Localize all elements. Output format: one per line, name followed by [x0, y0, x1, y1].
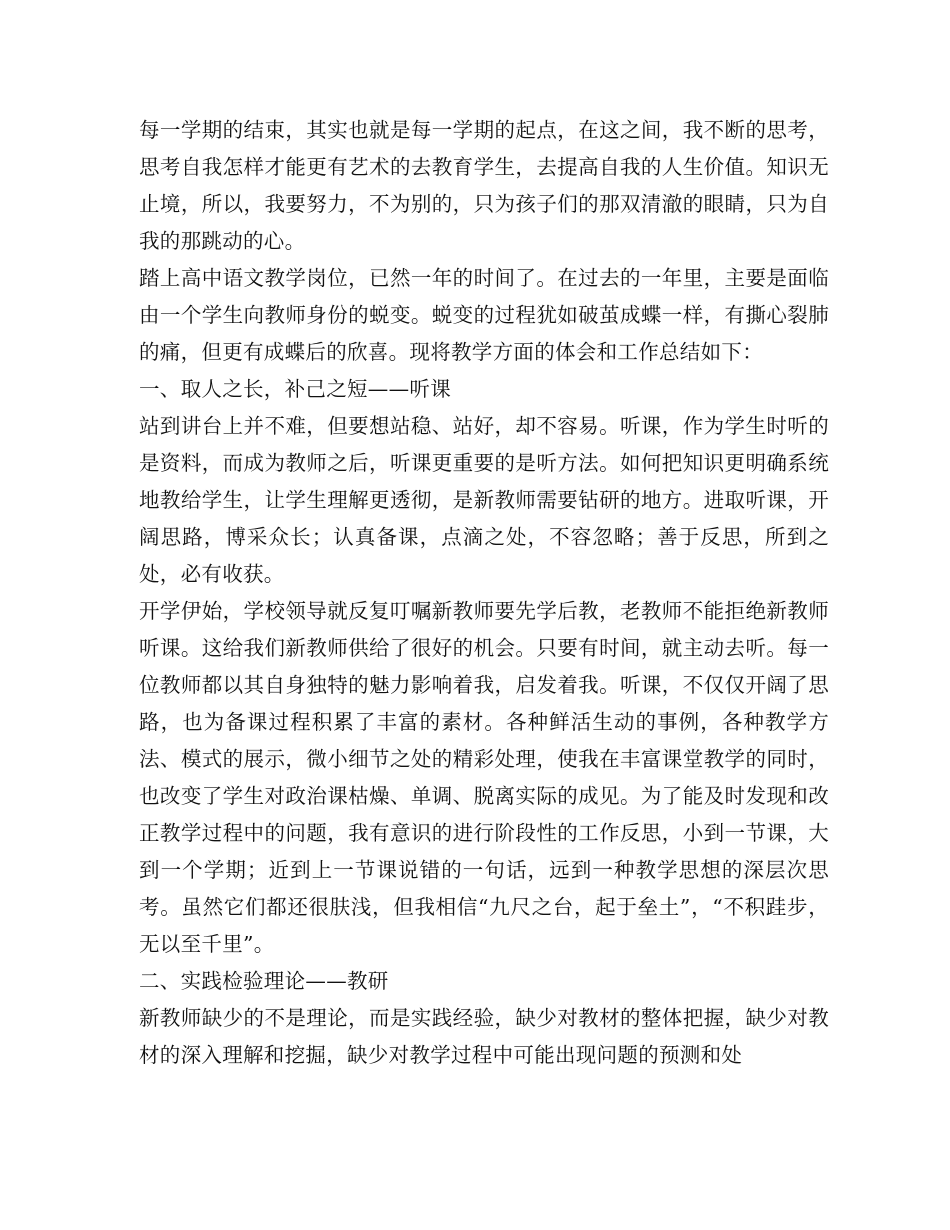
- paragraph-intro: 每一学期的结束，其实也就是每一学期的起点，在这之间，我不断的思考，思考自我怎样才能更有艺术的去教育学生，去提高自我的人生价值。知识无止境，所以，我要努力，不为别的，只为孩子们的那双清澈的眼睛，只为自我的那跳动的心。: [139, 118, 829, 253]
- paragraph-overview: 踏上高中语文教学岗位，已然一年的时间了。在过去的一年里，主要是面临由一个学生向教师身份的蜕变。蜕变的过程犹如破茧成蝶一样，有撕心裂肺的痛，但更有成蝶后的欣喜。现将教学方面的体会和工作总结如下：: [139, 266, 829, 364]
- paragraph-listening-1: 站到讲台上并不难，但要想站稳、站好，却不容易。听课，作为学生时听的是资料，而成为教师之后，听课更重要的是听方法。如何把知识更明确系统地教给学生，让学生理解更透彻，是新教师需要钻研的地方。进取听课，开阔思路，博采众长；认真备课，点滴之处，不容忽略；善于反思，所到之处，必有收获。: [139, 414, 829, 586]
- section-heading-research: 二、实践检验理论——教研: [139, 969, 389, 993]
- paragraph-research-1: 新教师缺少的不是理论，而是实践经验，缺少对教材的整体把握，缺少对教材的深入理解和挖掘，缺少对教学过程中可能出现问题的预测和处: [139, 1006, 829, 1067]
- section-heading-listening: 一、取人之长，补己之短——听课: [139, 377, 451, 401]
- document-body: [139, 112, 829, 1074]
- paragraph-listening-2: 开学伊始，学校领导就反复叮嘱新教师要先学后教，老教师不能拒绝新教师听课。这给我们新教师供给了很好的机会。只要有时间，就主动去听。每一位教师都以其自身独特的魅力影响着我，启发着我。听课，不仅仅开阔了思路，也为备课过程积累了丰富的素材。各种鲜活生动的事例，各种教学方法、模式的展示，微小细节之处的精彩处理，使我在丰富课堂教学的同时，也改变了学生对政治课枯燥、单调、脱离实际的成见。为了能及时发现和改正教学过程中的问题，我有意识的进行阶段性的工作反思，小到一节课，大到一个学期；近到上一节课说错的一句话，远到一种教学思想的深层次思考。虽然它们都还很肤浅，但我相信“九尺之台，起于垒土”，“不积跬步，无以至千里”。: [139, 599, 829, 956]
